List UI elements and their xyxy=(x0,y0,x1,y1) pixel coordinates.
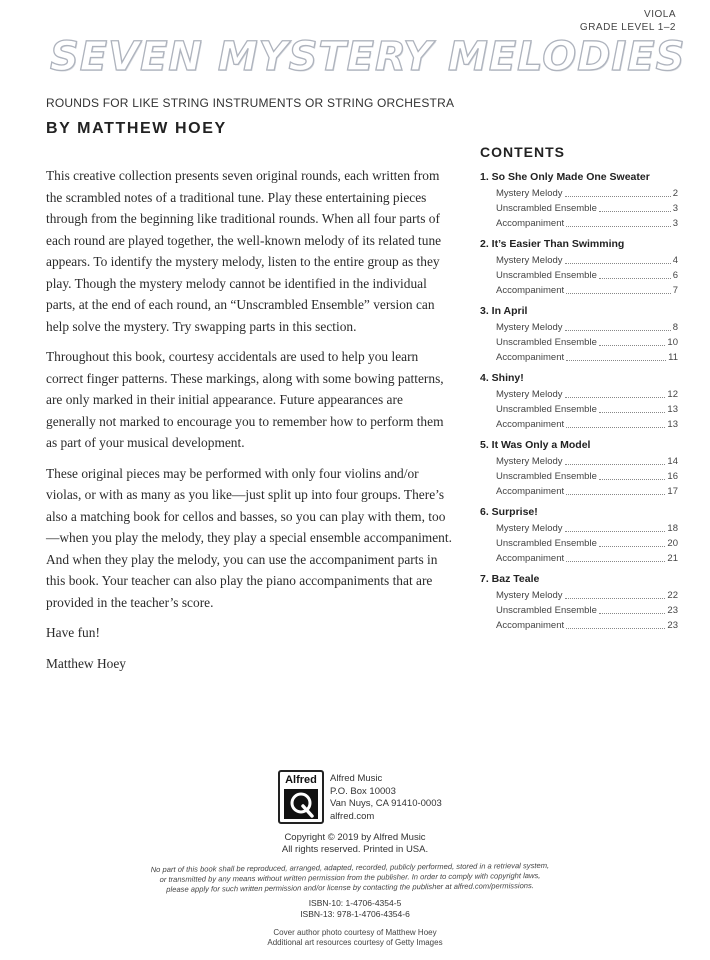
contents-entry-page: 10 xyxy=(667,337,678,348)
publisher-address xyxy=(330,773,442,823)
contents-section xyxy=(480,572,678,633)
dot-leader xyxy=(566,350,666,361)
contents-entry-label: Unscrambled Ensemble xyxy=(496,404,597,415)
contents-entry xyxy=(480,469,678,484)
contents-entry xyxy=(480,320,678,335)
contents-entry-label: Accompaniment xyxy=(496,419,565,430)
contents-entry xyxy=(480,417,678,432)
isbn-block xyxy=(0,898,710,920)
book-subtitle: ROUNDS FOR LIKE STRING INSTRUMENTS OR STRING ORCHESTRA xyxy=(46,96,455,110)
dot-leader xyxy=(566,417,665,428)
dot-leader xyxy=(565,186,671,197)
contents-entry-page: 13 xyxy=(667,404,678,415)
dot-leader xyxy=(599,402,666,413)
contents-entry-label: Accompaniment xyxy=(496,218,565,229)
contents-entry-page: 23 xyxy=(667,620,678,631)
contents-section xyxy=(480,170,678,231)
contents-entry xyxy=(480,603,678,618)
table-of-contents xyxy=(480,144,678,639)
contents-entry-page: 14 xyxy=(667,456,678,467)
contents-entry xyxy=(480,618,678,633)
contents-entry-page: 18 xyxy=(667,523,678,534)
contents-entry-page: 11 xyxy=(668,352,678,363)
contents-entry-page: 4 xyxy=(672,255,678,266)
contents-entry-page: 13 xyxy=(667,419,678,430)
isbn-10: ISBN-10: 1-4706-4354-5 xyxy=(308,898,402,908)
intro-paragraph: This creative collection presents seven original rounds, each written from the scrambled notes of a traditional tune. Play these entertaining pieces through from the beginning like traditional rounds. When all four parts of each round are played together, the well-known melody of its related tune appears. To identify the mystery melody, listen to the entire group as they play. Though the mystery melody cannot be identified in the individual parts, at the end of each round, an “Unscrambled Ensemble” version can help solve the mystery. Try swapping parts in this section. xyxy=(46,168,442,334)
contents-section-title: 7. Baz Teale xyxy=(480,573,540,585)
contents-entry-page: 23 xyxy=(667,605,678,616)
contents-section xyxy=(480,237,678,298)
contents-entry-page: 8 xyxy=(672,322,678,333)
contents-entry xyxy=(480,588,678,603)
contents-entry-label: Unscrambled Ensemble xyxy=(496,605,597,616)
contents-entry xyxy=(480,186,678,201)
contents-entry xyxy=(480,253,678,268)
dot-leader xyxy=(566,216,671,227)
contents-entry-label: Accompaniment xyxy=(496,553,565,564)
contents-entry-label: Accompaniment xyxy=(496,620,565,631)
contents-section xyxy=(480,371,678,432)
author-byline: BY MATTHEW HOEY xyxy=(46,120,227,137)
contents-entry xyxy=(480,536,678,551)
contents-entry-page: 16 xyxy=(667,471,678,482)
contents-entry-page: 6 xyxy=(672,270,678,281)
publisher-line: Van Nuys, CA 91410-0003 xyxy=(330,798,442,809)
dot-leader xyxy=(599,603,666,614)
alfred-logo xyxy=(278,770,324,824)
dot-leader xyxy=(565,521,666,532)
legal-line: No part of this book shall be reproduced, arranged, adapted, recorded, publicly performed, stored in a retrieval system, xyxy=(150,860,550,875)
contents-entry xyxy=(480,454,678,469)
legal-line: or transmitted by any means without written permission from the publisher. In order to comply with copyright laws, xyxy=(159,871,541,884)
contents-entry-label: Accompaniment xyxy=(496,486,565,497)
dot-leader xyxy=(599,469,666,480)
contents-entry-page: 22 xyxy=(667,590,678,601)
copyright-line: All rights reserved. Printed in USA. xyxy=(281,844,429,855)
legal-notice xyxy=(110,860,590,895)
contents-entry-label: Mystery Melody xyxy=(496,322,563,333)
contents-entry-label: Mystery Melody xyxy=(496,188,563,199)
contents-heading: CONTENTS xyxy=(480,144,565,160)
contents-entry-page: 17 xyxy=(667,486,678,497)
intro-paragraph: Throughout this book, courtesy accidentals are used to help you learn correct finger patterns. These markings, along with some bowing patterns, are only marked in their initial appearance. Future appearances are generally not marked to encourage you to remember how to perform them as part of your musical development. xyxy=(46,349,444,450)
introduction-text xyxy=(46,165,452,683)
dot-leader xyxy=(566,618,665,629)
contents-entry-label: Mystery Melody xyxy=(496,523,563,534)
contents-entry-label: Accompaniment xyxy=(496,285,565,296)
contents-section-title: 5. It Was Only a Model xyxy=(480,439,591,451)
contents-section xyxy=(480,438,678,499)
dot-leader xyxy=(565,320,671,331)
intro-paragraph: These original pieces may be performed with only four violins and/or violas, or with as many as you like—just split up into four groups. There’s also a matching book for cellos and basses, so you can play with them, too—when you play the melody, they play a special ensemble accompaniment. And when they play the melody, you can use the accompaniment parts in this book. Your teacher can also play the piano accompaniments that are provided in the teacher’s score. xyxy=(46,465,452,610)
dot-leader xyxy=(565,253,671,264)
book-title: SEVEN MYSTERY MELODIES xyxy=(50,34,686,80)
publisher-line: Alfred Music xyxy=(330,773,383,784)
copyright-notice xyxy=(0,832,710,856)
intro-signature: Matthew Hoey xyxy=(46,655,126,671)
contents-section xyxy=(480,304,678,365)
publisher-website: alfred.com xyxy=(330,810,375,822)
dot-leader xyxy=(565,454,666,465)
dot-leader xyxy=(599,268,671,279)
contents-list xyxy=(480,170,678,633)
dot-leader xyxy=(566,551,665,562)
image-credits xyxy=(0,928,710,948)
contents-section-title: 3. In April xyxy=(480,305,528,317)
contents-entry xyxy=(480,216,678,231)
logo-wordmark: Alfred xyxy=(285,774,317,786)
isbn-13: ISBN-13: 978-1-4706-4354-6 xyxy=(300,909,410,919)
dot-leader xyxy=(599,335,666,346)
dot-leader xyxy=(566,283,671,294)
publisher-line: P.O. Box 10003 xyxy=(330,785,396,797)
contents-entry xyxy=(480,335,678,350)
instrument-label xyxy=(580,8,676,34)
contents-entry-label: Mystery Melody xyxy=(496,590,563,601)
contents-section-title: 1. So She Only Made One Sweater xyxy=(480,171,650,183)
dot-leader xyxy=(565,588,666,599)
intro-closing: Have fun! xyxy=(46,625,100,640)
contents-entry xyxy=(480,387,678,402)
contents-entry xyxy=(480,484,678,499)
grade-level: GRADE LEVEL 1–2 xyxy=(579,22,676,33)
instrument-name: VIOLA xyxy=(644,9,676,20)
contents-entry xyxy=(480,350,678,365)
contents-entry xyxy=(480,201,678,216)
contents-section xyxy=(480,505,678,566)
contents-entry-label: Unscrambled Ensemble xyxy=(496,270,597,281)
dot-leader xyxy=(565,387,666,398)
alfred-emblem-icon xyxy=(284,789,318,819)
contents-entry-label: Mystery Melody xyxy=(496,255,563,266)
legal-line: please apply for such written permission and/or license by contacting the publisher at alfred.com/permissions. xyxy=(166,881,534,894)
contents-entry-label: Mystery Melody xyxy=(496,389,563,400)
contents-entry-page: 12 xyxy=(667,389,678,400)
contents-entry-label: Mystery Melody xyxy=(496,456,563,467)
contents-entry xyxy=(480,521,678,536)
dot-leader xyxy=(566,484,665,495)
contents-section-title: 2. It’s Easier Than Swimming xyxy=(480,238,625,250)
contents-entry xyxy=(480,402,678,417)
contents-section-title: 4. Shiny! xyxy=(480,372,524,384)
contents-entry-page: 3 xyxy=(672,203,678,214)
contents-entry-label: Unscrambled Ensemble xyxy=(496,337,597,348)
contents-entry-label: Unscrambled Ensemble xyxy=(496,203,597,214)
contents-entry xyxy=(480,283,678,298)
dot-leader xyxy=(599,201,671,212)
contents-section-title: 6. Surprise! xyxy=(480,506,538,518)
contents-entry-label: Accompaniment xyxy=(496,352,565,363)
contents-entry xyxy=(480,268,678,283)
contents-entry-label: Unscrambled Ensemble xyxy=(496,538,597,549)
contents-entry-page: 3 xyxy=(672,218,678,229)
credit-line: Cover author photo courtesy of Matthew Hoey xyxy=(273,928,437,937)
credit-line: Additional art resources courtesy of Getty Images xyxy=(267,938,443,947)
copyright-line: Copyright © 2019 by Alfred Music xyxy=(284,832,426,843)
contents-entry-label: Unscrambled Ensemble xyxy=(496,471,597,482)
contents-entry-page: 2 xyxy=(672,188,678,199)
dot-leader xyxy=(599,536,666,547)
contents-entry xyxy=(480,551,678,566)
contents-entry-page: 20 xyxy=(667,538,678,549)
contents-entry-page: 7 xyxy=(672,285,678,296)
contents-entry-page: 21 xyxy=(667,553,678,564)
